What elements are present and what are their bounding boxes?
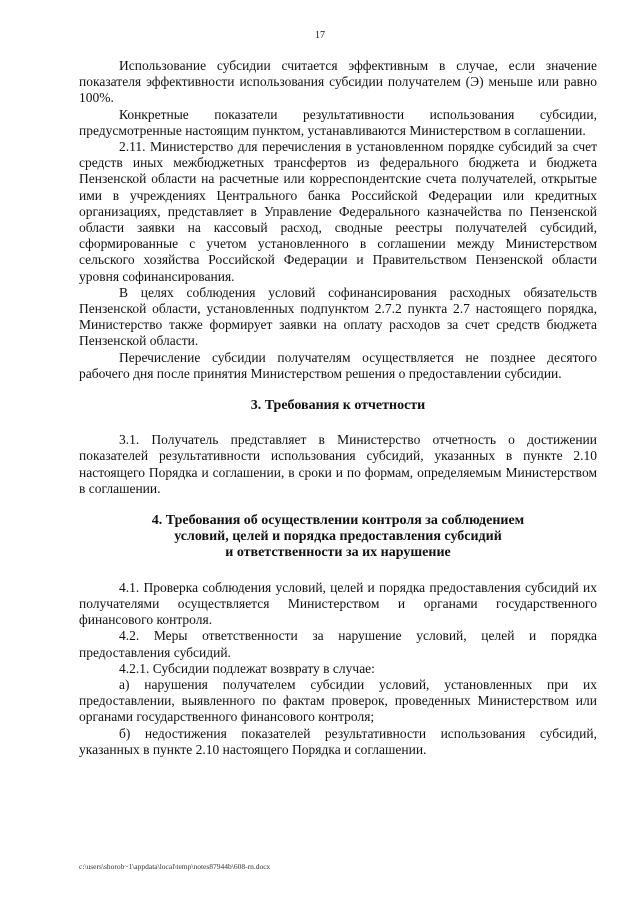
paragraph-cofinancing: В целях соблюдения условий софинансирования расходных обязательств Пензенской области, установленных подпунктом 2.7.2 пункта 2.7 настоящего порядка, Министерство также формирует заявки на оплату расходов за счет средств бюджета Пензенской области. (79, 284, 597, 349)
paragraph-transfer-deadline: Перечисление субсидии получателям осуществляется не позднее десятого рабочего дня после принятия Министерством решения о предоставлении субсидии. (79, 349, 597, 381)
paragraph-4-1: 4.1. Проверка соблюдения условий, целей и порядка предоставления субсидий их получателями осуществляется Министерством и органами государственного финансового контроля. (79, 579, 597, 628)
paragraph-4-2: 4.2. Меры ответственности за нарушение условий, целей и порядка предоставления субсидий. (79, 628, 597, 660)
paragraph-4-2-1-b: б) недостижения показателей результативности использования субсидий, указанных в пункте 2.10 настоящего Порядка и соглашении. (79, 725, 597, 757)
section-4-heading (79, 513, 597, 562)
paragraph-4-2-1: 4.2.1. Субсидии подлежат возврату в случае: (119, 660, 375, 676)
section-4-heading-line-3: и ответственности за их нарушение (225, 545, 451, 561)
section-3-heading: 3. Требования к отчетности (250, 398, 426, 414)
section-4-heading-line-2: условий, целей и порядка предоставления субсидий (174, 529, 502, 545)
page-number: 17 (315, 30, 325, 41)
paragraph-4-2-1-a: а) нарушения получателем субсидии условий, установленных при их предоставлении, выявленного по фактам проверок, проведенных Министерством или органами государственного финансового контроля; (79, 676, 597, 725)
paragraph-efficiency: Использование субсидии считается эффективным в случае, если значение показателя эффективности использования субсидии получателем (Э) меньше или равно 100%. (79, 58, 597, 106)
footer-file-path: c:\users\shorob~1\appdata\local\temp\notes87944b\608-rn.docx (79, 862, 271, 871)
document-body (79, 58, 597, 758)
paragraph-3-1: 3.1. Получатель представляет в Министерство отчетность о достижении показателей результативности использования субсидий, указанных в пункте 2.10 настоящего Порядка и соглашении, в сроки и по формам, определяемым Министерством в соглашении. (79, 432, 597, 496)
section-4-heading-line-1: 4. Требования об осуществлении контроля за соблюдением (151, 513, 525, 529)
paragraph-specific-indicators: Конкретные показатели результативности использования субсидии, предусмотренные настоящим пунктом, устанавливаются Министерством в соглашении. (79, 106, 597, 138)
paragraph-2-11: 2.11. Министерство для перечисления в установленном порядке субсидий за счет средств иных межбюджетных трансфертов из федерального бюджета и бюджета Пензенской области на расчетные или корреспондентские счета получателей, открытые ими в учреждениях Центрального банка Российской Федерации или кредитных организациях, представляет в Управление Федерального казначейства по Пензенской области заявки на кассовый расход, сводные реестры получателей субсидий, сформированные с учетом установленного в соглашении между Министерством сельского хозяйства Российской Федерации и Правительством Пензенской области уровня софинансирования. (79, 139, 597, 284)
